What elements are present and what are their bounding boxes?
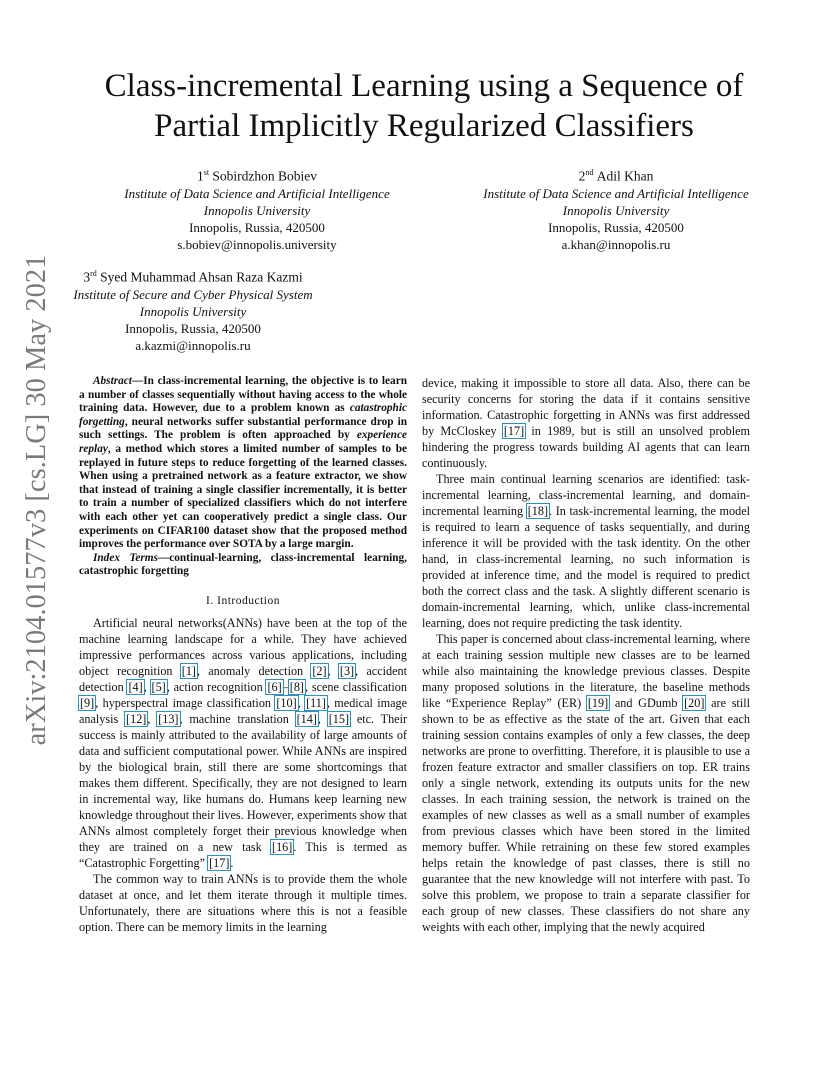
citation-link[interactable]: [17] [209, 855, 230, 870]
paragraph-text: , hyperspectral image classification [95, 695, 276, 710]
citation-link[interactable]: [16] [272, 839, 293, 854]
paragraph [422, 375, 750, 471]
paragraph-text: , [147, 711, 158, 726]
author-email: a.kazmi@innopolis.ru [135, 337, 251, 353]
citation-link[interactable]: [1] [181, 663, 196, 678]
paragraph-text: device, making it impossible to store all data. Also, there can be security concerns for storing the data if it contains sensitive information. Catastrophic forgetting in ANNs was first addressed by McCloskey [422, 376, 750, 438]
paragraph-text: in 1989, but is still an unsolved problem hindering the progress towards building AI agents that can learn continuously. [422, 424, 750, 470]
paragraph-text: This paper is concerned about class-incremental learning, where at each training session multiple new classes are to be learned while also maintaining the knowledge previous classes. Despite many proposed solutions in the literature, the baseline methods like “Experience Replay” (ER) [422, 632, 750, 710]
abstract-label: Abstract [93, 375, 132, 387]
paragraph-text: . [230, 855, 234, 870]
paragraph-text: , medical image analysis [79, 695, 407, 726]
author-address: Innopolis, Russia, 420500 [548, 219, 684, 235]
paragraph-text: , accident detection [79, 663, 407, 694]
citation-link[interactable]: [12] [126, 711, 147, 726]
citation-link[interactable]: [8] [289, 679, 304, 694]
index-terms: —continual-learning, class-incremental learning, catastrophic forgetting [79, 551, 408, 578]
right-column [422, 375, 750, 935]
author-address: Innopolis, Russia, 420500 [125, 320, 261, 336]
citation-link[interactable]: [13] [158, 711, 179, 726]
author-block-2 [448, 164, 784, 253]
paragraph-text: . This is termed as “Catastrophic Forgetting” [79, 839, 407, 870]
citation-link[interactable]: [4] [128, 679, 143, 694]
citation-link[interactable]: [5] [151, 679, 166, 694]
left-column [79, 375, 407, 935]
author-name: 2nd Adil Khan [578, 168, 654, 184]
author-name: 3rd Syed Muhammad Ahsan Raza Kazmi [83, 269, 303, 285]
paragraph-text: , action recognition [166, 679, 267, 694]
paragraph-text: , machine translation [179, 711, 296, 726]
author-university: Innopolis University [562, 202, 670, 218]
paragraph [422, 631, 750, 935]
paragraph-text: – [282, 679, 289, 694]
arxiv-stamp-text: arXiv:2104.01577v3 [cs.LG] 30 May 2021 [21, 254, 52, 746]
abstract: Abstract—In class-incremental learning, the objective is to learn a number of classes sequentially without having access to the whole training data. However, due to a problem known as catastrophic forgetting, neural networks suffer substantial performance drop in such settings. The problem is often approached by experience replay, a method which stores a limited number of samples to be replayed in future steps to reduce forgetting of the learned classes. When using a pretrained network as a feature extractor, we show that instead of training a single classifier incrementally, it is better to train a number of specialized classifiers which do not interfere with each other yet can cooperatively predict a single class. Our experiments on CIFAR100 dataset show that the proposed method improves the performance over SOTA by a large margin. Index Terms—continual-learning, class-incremental learning, catastrophic forgetting [79, 375, 408, 578]
author-university: Innopolis University [139, 303, 247, 319]
citation-link[interactable]: [6] [267, 679, 282, 694]
author-email: a.khan@innopolis.ru [561, 236, 671, 252]
paragraph-text: Artificial neural networks(ANNs) have been at the top of the machine learning landscape for a while. They have achieved impressive performances across various applications, including object recognition [79, 615, 407, 678]
author-email: s.bobiev@innopolis.university [177, 236, 337, 252]
paragraph-text: , [297, 695, 306, 710]
citation-link[interactable]: [9] [80, 695, 95, 710]
author-affiliation: Institute of Data Science and Artificial Intelligence [483, 185, 749, 201]
citation-link[interactable]: [10] [276, 695, 297, 710]
citation-link[interactable]: [2] [312, 663, 327, 678]
index-terms-label: Index Terms [93, 551, 158, 564]
citation-link[interactable]: [3] [339, 663, 355, 678]
paragraph-text: and GDumb [609, 696, 684, 710]
abstract-emphasis: experience replay [79, 429, 407, 455]
paragraph-text: are still shown to be as effective as the state of the art. Given that each training session contains examples of only a few classes, the deep networks are prone to overfitting. Therefore, it is plausible to use a frozen feature extractor and smaller classifiers on top. ER trains only a single network, extending its outputs units for the new classes. In each training session, the network is trained on the examples of new classes as well as a small number of examples from previous classes which have been stored in the limited memory buffer. While retraining on these few stored examples helps retain the knowledge of past classes, there is still no guarantee that the new knowledge will not interfere with past. To solve this problem, we propose to train a separate classifier for each group of new classes. These classifiers do not share any weights with each other, implying that the newly acquired [422, 696, 750, 934]
citation-link[interactable]: [18] [527, 504, 549, 518]
citation-link[interactable]: [11] [306, 695, 326, 710]
paragraph-text: , scene classification [305, 679, 407, 694]
paragraph: The common way to train ANNs is to provide them the whole dataset at once, and let them iterate through it multiple times. Unfortunately, there are situations where this is not a feasible option. There can be memory limits in the learning [79, 871, 407, 934]
paragraph-text: Three main continual learning scenarios are identified: task-incremental learning, class-incremental learning, and domain-incremental learning [422, 472, 750, 518]
author-affiliation: Institute of Secure and Cyber Physical System [73, 286, 313, 302]
paragraph-text: , [327, 663, 339, 678]
title-line-2: Partial Implicitly Regularized Classifiers [154, 108, 694, 144]
title-line-1: Class-incremental Learning using a Sequence of [104, 68, 744, 104]
paragraph-text: etc. Their success is mainly attributed to the availability of large amounts of data and sufficient computational power. While ANNs are inspired by the biological brain, still there are some shortcomings that makes them different. Specifically, they are not designed to learn in incremental way, like humans do. Humans keep learning new knowledge throughout their lives. However, experiments show that ANNs almost completely forget their previous knowledge when they are trained on a new task [79, 711, 408, 854]
paragraph-text: . In task-incremental learning, the model is required to learn a sequence of tasks sequentially, and during inference it will be provided with the task identity. On the other hand, in class-incremental learning, no such information is provided at inference time, and the model is required to predict both the correct class and the task. A slightly different scenario is domain-incremental learning, which, unlike class-incremental learning, does not require predicting the task identity. [422, 504, 750, 630]
author-address: Innopolis, Russia, 420500 [189, 219, 325, 235]
paragraph-text: , [317, 711, 328, 726]
author-name: 1st Sobirdzhon Bobiev [196, 168, 318, 184]
paragraph [422, 471, 750, 631]
author-block-1 [92, 164, 422, 253]
author-university: Innopolis University [203, 202, 311, 218]
citation-link[interactable]: [15] [328, 711, 350, 726]
citation-link[interactable]: [14] [296, 711, 317, 726]
paragraph [79, 615, 407, 871]
paragraph-text: , anomaly detection [196, 663, 312, 678]
author-affiliation: Institute of Data Science and Artificial Intelligence [124, 185, 390, 201]
paper-title [60, 66, 788, 146]
citation-link[interactable]: [19] [587, 696, 609, 710]
citation-link[interactable]: [20] [684, 696, 705, 710]
author-block-3 [58, 265, 328, 354]
abstract-emphasis: catastrophic forgetting [79, 402, 407, 428]
citation-link[interactable]: [17] [503, 424, 525, 438]
section-heading: I. Introduction [206, 594, 280, 607]
paragraph-text: , [143, 679, 151, 694]
